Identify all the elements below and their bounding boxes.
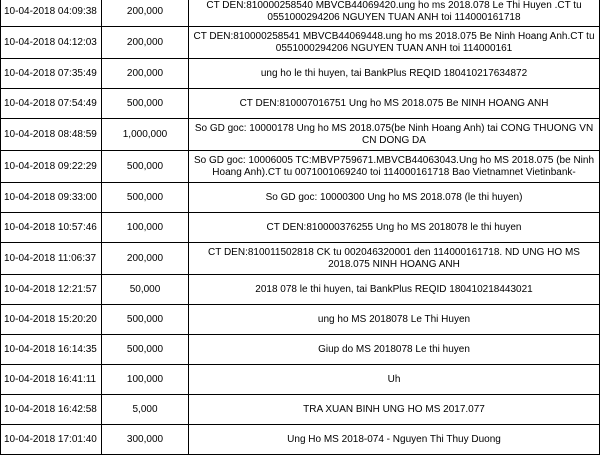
- table-row: [1, 0, 600, 27]
- transaction-description: So GD goc: 10000300 Ung ho MS 2018.078 (le thi huyen): [189, 183, 600, 213]
- transaction-amount: 200,000: [102, 59, 189, 89]
- transaction-description: Uh: [189, 365, 600, 395]
- transaction-date: 10-04-2018 10:57:46: [1, 213, 102, 243]
- table-row: [1, 59, 600, 89]
- transaction-date: 10-04-2018 04:12:03: [1, 27, 102, 59]
- transaction-amount: 300,000: [102, 425, 189, 455]
- transaction-amount: 500,000: [102, 183, 189, 213]
- transaction-description: CT DEN:810011502818 CK tu 002046320001 den 114000161718. ND UNG HO MS 2018.075 NINH HOANG ANH: [189, 243, 600, 275]
- table-row: [1, 305, 600, 335]
- table-row: [1, 27, 600, 59]
- transaction-date: 10-04-2018 16:14:35: [1, 335, 102, 365]
- transaction-description: CT DEN:810000258540 MBVCB44069420.ung ho ms 2018.078 Le Thi Huyen .CT tu 0551000294206 NGUYEN TUAN ANH toi 114000161718: [189, 0, 600, 27]
- table-row: [1, 213, 600, 243]
- transaction-description: ung ho MS 2018078 Le Thi Huyen: [189, 305, 600, 335]
- transaction-amount: 500,000: [102, 335, 189, 365]
- transaction-amount: 500,000: [102, 305, 189, 335]
- transaction-date: 10-04-2018 16:42:58: [1, 395, 102, 425]
- transaction-date: 10-04-2018 17:01:40: [1, 425, 102, 455]
- table-row: [1, 425, 600, 455]
- transaction-description: So GD goc: 10006005 TC:MBVP759671.MBVCB44063043.Ung ho MS 2018.075 (be Ninh Hoang Anh).CT tu 0071001069240 toi 114000161718 Bao Vietnamnet Vietinbank-: [189, 151, 600, 183]
- transaction-description: CT DEN:810000258541 MBVCB44069448.ung ho ms 2018.075 Be Ninh Hoang Anh.CT tu 0551000294206 NGUYEN TUAN ANH toi 114000161: [189, 27, 600, 59]
- transaction-date: 10-04-2018 12:21:57: [1, 275, 102, 305]
- transaction-date: 10-04-2018 15:20:20: [1, 305, 102, 335]
- transaction-date: 10-04-2018 07:54:49: [1, 89, 102, 119]
- transaction-description: Ung Ho MS 2018-074 - Nguyen Thi Thuy Duong: [189, 425, 600, 455]
- transaction-amount: 50,000: [102, 275, 189, 305]
- transaction-description: ung ho le thi huyen, tai BankPlus REQID 180410217634872: [189, 59, 600, 89]
- transaction-amount: 100,000: [102, 213, 189, 243]
- transaction-amount: 200,000: [102, 243, 189, 275]
- transaction-date: 10-04-2018 16:41:11: [1, 365, 102, 395]
- transaction-amount: 5,000: [102, 395, 189, 425]
- table-row: [1, 243, 600, 275]
- transaction-date: 10-04-2018 09:22:29: [1, 151, 102, 183]
- transaction-date: 10-04-2018 07:35:49: [1, 59, 102, 89]
- table-row: [1, 275, 600, 305]
- transaction-amount: 500,000: [102, 89, 189, 119]
- table-row: [1, 365, 600, 395]
- table-row: [1, 89, 600, 119]
- transaction-table-body: [1, 0, 600, 455]
- table-row: [1, 395, 600, 425]
- table-row: [1, 119, 600, 151]
- transaction-description: CT DEN:810007016751 Ung ho MS 2018.075 Be NINH HOANG ANH: [189, 89, 600, 119]
- transaction-amount: 200,000: [102, 0, 189, 27]
- transaction-amount: 200,000: [102, 27, 189, 59]
- transaction-description: 2018 078 le thi huyen, tai BankPlus REQID 180410218443021: [189, 275, 600, 305]
- transaction-date: 10-04-2018 04:09:38: [1, 0, 102, 27]
- table-row: [1, 335, 600, 365]
- transaction-date: 10-04-2018 09:33:00: [1, 183, 102, 213]
- transaction-description: CT DEN:810000376255 Ung ho MS 2018078 le thi huyen: [189, 213, 600, 243]
- table-row: [1, 151, 600, 183]
- transaction-amount: 500,000: [102, 151, 189, 183]
- transaction-description: Giup do MS 2018078 Le thi huyen: [189, 335, 600, 365]
- transaction-amount: 100,000: [102, 365, 189, 395]
- transaction-amount: 1,000,000: [102, 119, 189, 151]
- transaction-description: So GD goc: 10000178 Ung ho MS 2018.075(be Ninh Hoang Anh) tai CONG THUONG VN CN DONG DA: [189, 119, 600, 151]
- transaction-date: 10-04-2018 08:48:59: [1, 119, 102, 151]
- transaction-description: TRA XUAN BINH UNG HO MS 2017.077: [189, 395, 600, 425]
- table-row: [1, 183, 600, 213]
- transaction-date: 10-04-2018 11:06:37: [1, 243, 102, 275]
